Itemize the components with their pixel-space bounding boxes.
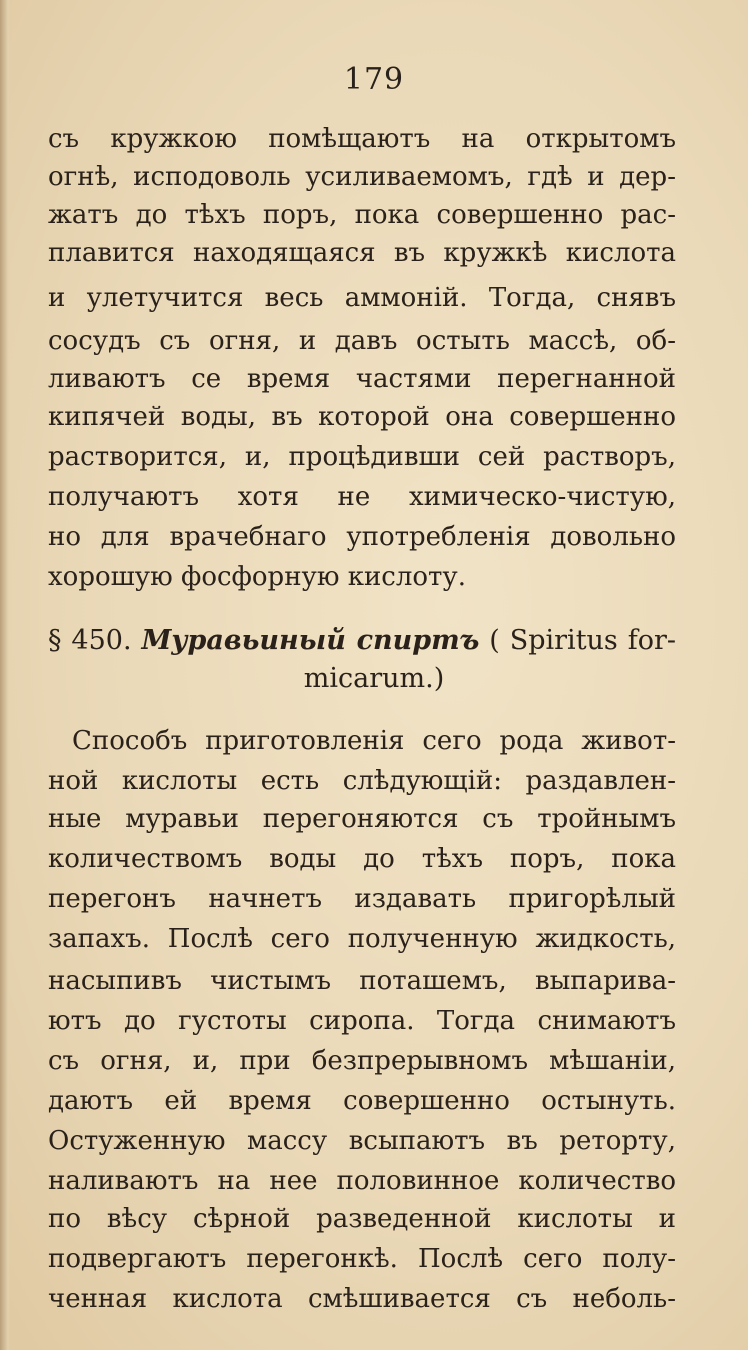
text-line: Остуженную массу всыпаютъ въ реторту, xyxy=(48,1126,676,1156)
section-latin-name-continued: micarum.) xyxy=(303,663,445,694)
text-line: ливаютъ сe время частями перегнанной xyxy=(48,364,676,394)
text-line: съ огня, и, при безпрерывномъ мѣшаніи, xyxy=(48,1046,676,1076)
page-number: 179 xyxy=(343,62,405,97)
text-line: количествомъ воды до тѣхъ поръ, пока xyxy=(48,844,676,874)
text-line: ютъ до густоты сиропа. Тогда снимаютъ xyxy=(48,1006,676,1036)
text-line: получаютъ хотя не химическо-чистую, xyxy=(48,482,676,512)
text-line: кипячей воды, въ которой она совершенно xyxy=(48,402,676,432)
section-title: Муравьиный спиртъ xyxy=(141,625,480,656)
text-line: плавится находящаяся въ кружкѣ кислота xyxy=(48,238,676,268)
section-heading xyxy=(48,622,676,660)
text-line: по вѣсу сѣрной разведенной кислоты и xyxy=(48,1204,676,1234)
text-line: сосудъ съ огня, и давъ остыть массѣ, об- xyxy=(48,326,676,356)
text-line: хорошую фосфорную кислоту. xyxy=(48,562,466,592)
text-line: но для врачебнаго употребленія довольно xyxy=(48,522,676,552)
text-line: ченная кислота смѣшивается съ неболь- xyxy=(48,1284,676,1314)
text-line: растворится, и, процѣдивши сей растворъ, xyxy=(48,442,676,472)
text-line: ной кислоты есть слѣдующій: раздавлен- xyxy=(48,766,676,796)
text-line: подвергаютъ перегонкѣ. Послѣ сего полу- xyxy=(48,1244,676,1274)
text-line: съ кружкою помѣщаютъ на открытомъ xyxy=(48,124,676,154)
section-number: § 450. xyxy=(48,625,132,656)
text-line: жатъ до тѣхъ поръ, пока совершенно рас- xyxy=(48,200,676,230)
text-line: Способъ приготовленія сего рода живот- xyxy=(72,726,676,756)
text-line: ные муравьи перегоняются съ тройнымъ xyxy=(48,804,676,834)
text-line: наливаютъ на нее половинное количество xyxy=(48,1166,676,1196)
text-line: и улетучится весь аммоній. Тогда, снявъ xyxy=(48,283,676,313)
text-line: насыпивъ чистымъ поташемъ, выпарива- xyxy=(48,966,676,996)
text-line: огнѣ, исподоволь усиливаемомъ, гдѣ и дер- xyxy=(48,162,676,192)
section-latin-name: ( Spiritus for- xyxy=(489,625,676,656)
text-line: даютъ ей время совершенно остынуть. xyxy=(48,1086,676,1116)
text-line: запахъ. Послѣ сего полученную жидкость, xyxy=(48,924,676,954)
text-line: перегонъ начнетъ издавать пригорѣлый xyxy=(48,884,676,914)
